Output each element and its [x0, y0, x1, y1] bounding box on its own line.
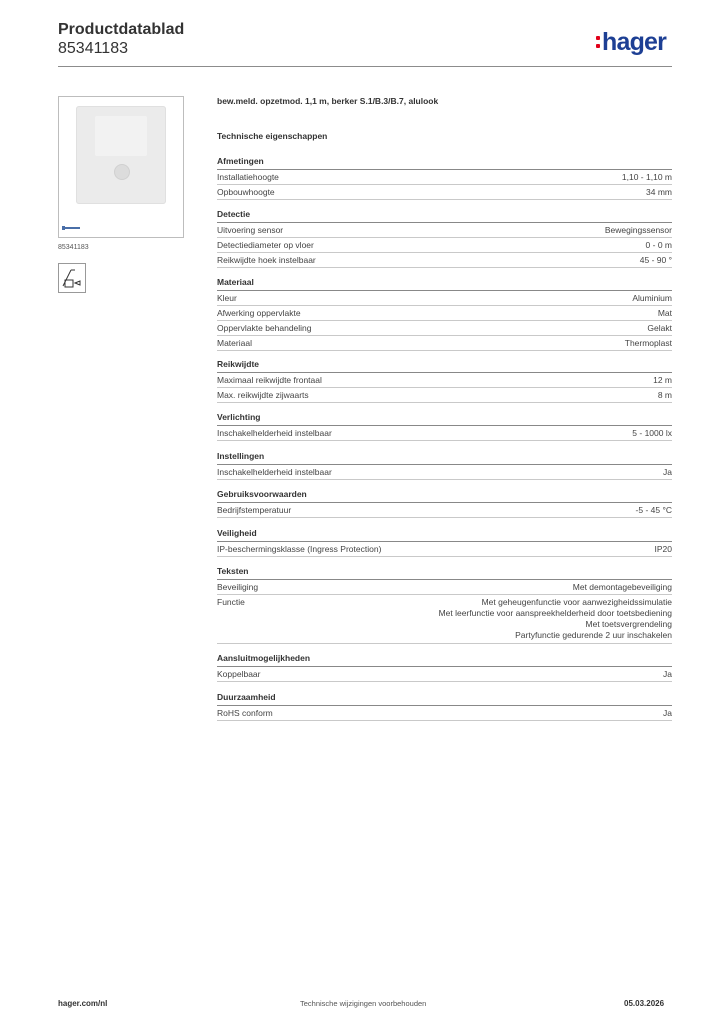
- row-value: Thermoplast: [624, 338, 672, 348]
- row-label: Bedrijfstemperatuur: [217, 505, 292, 515]
- group-reikwijdte: [217, 359, 672, 403]
- footer-disclaimer: Technische wijzigingen voorbehouden: [300, 999, 427, 1008]
- group-teksten: [217, 566, 672, 644]
- group-duurzaamheid: [217, 692, 672, 721]
- group-verlichting: [217, 412, 672, 441]
- table-row: [217, 185, 672, 200]
- table-row: [217, 542, 672, 557]
- table-row: [217, 306, 672, 321]
- row-label: Max. reikwijdte zijwaarts: [217, 390, 309, 400]
- row-label: IP-beschermingsklasse (Ingress Protection): [217, 544, 382, 554]
- logo-dots-icon: [596, 36, 600, 50]
- product-description: bew.meld. opzetmod. 1,1 m, berker S.1/B.3/B.7, alulook: [217, 96, 439, 106]
- table-row: [217, 223, 672, 238]
- scale-icon: [62, 225, 80, 231]
- row-value: 1,10 - 1,10 m: [621, 172, 672, 182]
- table-row: [217, 595, 672, 644]
- function-line: Partyfunctie gedurende 2 uur inschakelen: [515, 630, 672, 640]
- product-image: [58, 96, 184, 238]
- row-label: Oppervlakte behandeling: [217, 323, 312, 333]
- row-label: Detectiediameter op vloer: [217, 240, 314, 250]
- group-afmetingen: [217, 156, 672, 200]
- group-title: Aansluitmogelijkheden: [217, 653, 311, 663]
- product-number: 85341183: [58, 40, 128, 57]
- row-label: Inschakelhelderheid instelbaar: [217, 428, 332, 438]
- row-label: Inschakelhelderheid instelbaar: [217, 467, 332, 477]
- row-label: Beveiliging: [217, 582, 259, 592]
- group-aansluitmogelijkheden: [217, 653, 672, 682]
- section-heading: Technische eigenschappen: [217, 131, 328, 141]
- group-title: Instellingen: [217, 451, 265, 461]
- row-value: Ja: [663, 467, 672, 477]
- installation-symbol-icon: [58, 263, 86, 293]
- row-value: 12 m: [653, 375, 672, 385]
- group-title: Verlichting: [217, 412, 261, 422]
- group-title: Afmetingen: [217, 156, 264, 166]
- motion-sensor-image: [76, 106, 166, 204]
- row-value: 0 - 0 m: [645, 240, 672, 250]
- hager-logo: [596, 27, 666, 57]
- group-title: Veiligheid: [217, 528, 257, 538]
- group-veiligheid: [217, 528, 672, 557]
- table-row: [217, 291, 672, 306]
- row-value: [439, 597, 672, 641]
- row-label: Koppelbaar: [217, 669, 261, 679]
- row-value: 34 mm: [646, 187, 672, 197]
- table-row: [217, 580, 672, 595]
- group-title: Teksten: [217, 566, 249, 576]
- image-caption: 85341183: [58, 244, 89, 251]
- sensor-lens: [95, 116, 147, 156]
- table-row: [217, 426, 672, 441]
- group-instellingen: [217, 451, 672, 480]
- table-row: [217, 503, 672, 518]
- group-title: Materiaal: [217, 277, 254, 287]
- table-row: [217, 253, 672, 268]
- row-label: Materiaal: [217, 338, 252, 348]
- row-label: Reikwijdte hoek instelbaar: [217, 255, 316, 265]
- table-row: [217, 238, 672, 253]
- row-value: IP20: [654, 544, 672, 554]
- row-value: Bewegingssensor: [604, 225, 672, 235]
- table-row: [217, 388, 672, 403]
- table-row: [217, 706, 672, 721]
- function-line: Met toetsvergrendeling: [585, 619, 672, 629]
- logo-text: hager: [602, 28, 667, 56]
- row-label: Uitvoering sensor: [217, 225, 284, 235]
- group-gebruiksvoorwaarden: [217, 489, 672, 518]
- footer-date: 05.03.2026: [624, 999, 665, 1008]
- row-value: Mat: [657, 308, 672, 318]
- group-title: Detectie: [217, 209, 251, 219]
- row-value: Gelakt: [647, 323, 672, 333]
- row-value: 45 - 90 °: [639, 255, 672, 265]
- group-title: Reikwijdte: [217, 359, 260, 369]
- row-value: Met demontagebeveiliging: [572, 582, 672, 592]
- row-label: Maximaal reikwijdte frontaal: [217, 375, 322, 385]
- row-value: 5 - 1000 lx: [632, 428, 672, 438]
- table-row: [217, 170, 672, 185]
- row-label: Kleur: [217, 293, 237, 303]
- row-label: RoHS conform: [217, 708, 273, 718]
- row-label: Functie: [217, 597, 245, 607]
- row-label: Installatiehoogte: [217, 172, 279, 182]
- table-row: [217, 321, 672, 336]
- row-value: Ja: [663, 708, 672, 718]
- footer-website-link[interactable]: hager.com/nl: [58, 999, 108, 1008]
- row-value: Aluminium: [632, 293, 672, 303]
- group-title: Gebruiksvoorwaarden: [217, 489, 307, 499]
- row-label: Afwerking oppervlakte: [217, 308, 301, 318]
- function-line: Met geheugenfunctie voor aanwezigheidssimulatie: [481, 597, 672, 607]
- group-detectie: [217, 209, 672, 268]
- group-materiaal: [217, 277, 672, 351]
- row-value: -5 - 45 °C: [635, 505, 672, 515]
- header-divider: [58, 66, 672, 67]
- group-title: Duurzaamheid: [217, 692, 276, 702]
- function-line: Met leerfunctie voor aanspreekhelderheid door toetsbediening: [438, 608, 672, 618]
- sensor-ring: [114, 164, 130, 180]
- page-title: Productdatablad: [58, 21, 185, 38]
- table-row: [217, 373, 672, 388]
- row-value: Ja: [663, 669, 672, 679]
- table-row: [217, 667, 672, 682]
- table-row: [217, 336, 672, 351]
- row-label: Opbouwhoogte: [217, 187, 275, 197]
- table-row: [217, 465, 672, 480]
- row-value: 8 m: [657, 390, 672, 400]
